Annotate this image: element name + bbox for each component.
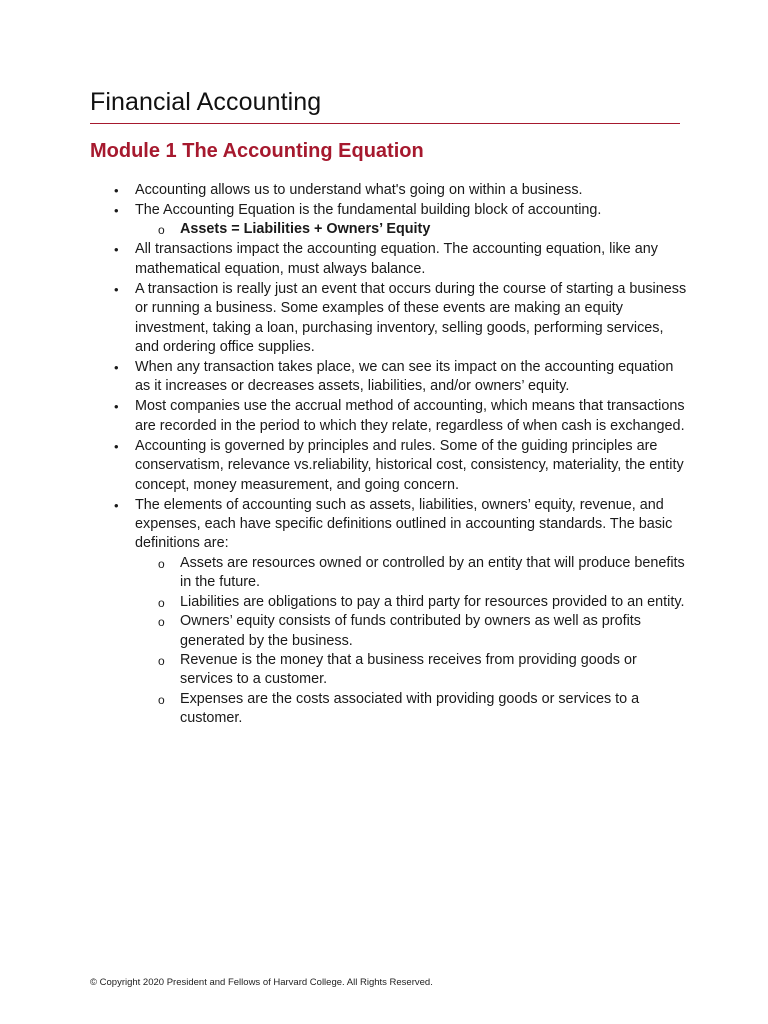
definition-text: Revenue is the money that a business receives from providing goods or services to a customer. — [180, 651, 637, 688]
bullet-circle-icon: o — [158, 615, 165, 630]
sub-list-item — [135, 593, 690, 612]
sub-list-item — [135, 690, 690, 729]
equation-sublist — [135, 220, 690, 239]
sub-list-item — [135, 554, 690, 593]
list-item-text: A transaction is really just an event that occurs during the course of starting a business or running a business. Some examples of these events are making an equity investment, taking a loan, purchasing inventory, selling goods, performing services, and ordering office supplies. — [135, 280, 687, 356]
bullet-dot-icon: • — [114, 242, 119, 258]
notes-body — [90, 181, 690, 729]
list-item-text: When any transaction takes place, we can see its impact on the accounting equation as it increases or decreases assets, liabilities, and/or owners’ equity. — [135, 359, 674, 395]
list-item — [90, 437, 690, 495]
list-item-text: Most companies use the accrual method of accounting, which means that transactions are recorded in the period to which they relate, regardless of when cash is exchanged. — [135, 398, 685, 434]
copyright-footer: © Copyright 2020 President and Fellows of Harvard College. All Rights Reserved. — [90, 977, 433, 988]
list-item-text: The elements of accounting such as assets, liabilities, owners’ equity, revenue, and expenses, each have specific definitions outlined in accounting standards. The basic definitions are: — [135, 496, 673, 552]
document-title: Financial Accounting — [90, 88, 322, 116]
bullet-dot-icon: • — [114, 183, 119, 198]
sub-list-item — [135, 651, 690, 690]
definition-text: Owners’ equity consists of funds contributed by owners as well as profits generated by the business. — [180, 613, 641, 649]
definition-text: Expenses are the costs associated with providing goods or services to a customer. — [180, 690, 640, 727]
list-item — [90, 280, 690, 358]
sub-list-item — [135, 612, 690, 651]
list-item — [90, 240, 690, 279]
title-divider — [90, 123, 680, 124]
list-item — [90, 496, 690, 729]
list-item — [90, 201, 690, 240]
list-item-text: The Accounting Equation is the fundamental building block of accounting. — [135, 202, 602, 218]
sub-list-item — [135, 220, 690, 239]
bullet-dot-icon: • — [114, 360, 119, 376]
bullet-dot-icon: • — [114, 497, 119, 513]
bullet-dot-icon: • — [114, 281, 119, 297]
accounting-equation: Assets = Liabilities + Owners’ Equity — [180, 221, 431, 238]
list-item-text: Accounting is governed by principles and rules. Some of the guiding principles are conservatism, relevance vs.reliability, historical cost, consistency, materiality, the entity concept, money measurement, and going concern. — [135, 437, 684, 493]
definitions-sublist — [135, 554, 690, 729]
bullet-dot-icon: • — [114, 399, 119, 415]
definition-text: Liabilities are obligations to pay a third party for resources provided to an entity. — [180, 593, 685, 610]
list-item-text: All transactions impact the accounting equation. The accounting equation, like any mathematical equation, must always balance. — [135, 241, 658, 277]
bullet-dot-icon: • — [114, 438, 119, 454]
list-item — [90, 181, 690, 200]
bullet-circle-icon: o — [158, 595, 165, 610]
definition-text: Assets are resources owned or controlled by an entity that will produce benefits in the future. — [180, 554, 685, 591]
bullet-circle-icon: o — [158, 556, 165, 571]
bullet-circle-icon: o — [158, 653, 165, 668]
bullet-circle-icon: o — [158, 692, 165, 707]
module-heading: Module 1 The Accounting Equation — [90, 140, 424, 162]
bullet-dot-icon: • — [114, 203, 119, 218]
bullet-list — [90, 181, 690, 729]
list-item — [90, 397, 690, 436]
list-item — [90, 358, 690, 397]
list-item-text: Accounting allows us to understand what's going on within a business. — [135, 182, 583, 198]
bullet-circle-icon: o — [158, 223, 165, 238]
